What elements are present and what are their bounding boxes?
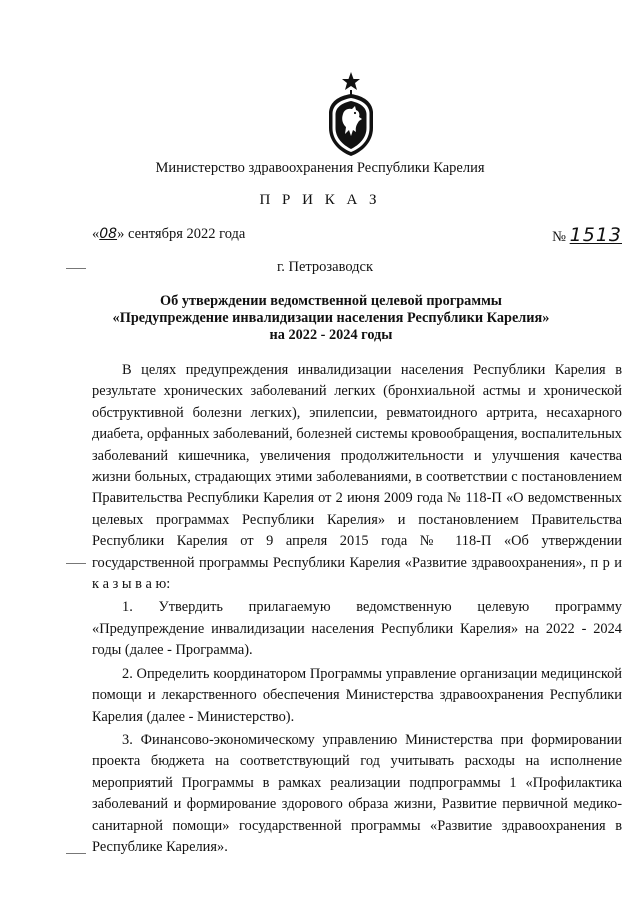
number-handwritten: 1513 — [569, 224, 622, 246]
paragraph-item-2: 2. Определить координатором Программы управление организации медицинской помощи и лекарственного обеспечения Министерства здравоохранения Республики Карелия (далее - Министерство). — [92, 665, 622, 725]
order-heading — [60, 293, 602, 344]
paragraph-item-1: 1. Утвердить прилагаемую ведомственную целевую программу «Предупреждение инвалидизации населения Республики Карелия» на 2022 - 2024 годы (далее - Программа). — [92, 599, 622, 659]
number-label: № — [552, 229, 567, 245]
paragraph-item-3: 3. Финансово-экономическому управлению Министерства при формировании проекта бюджета на соответствующий год учитывать расходы на исполнение мероприятий Программы в рамках реализации подпрограммы 1 «Профилактика заболеваний и формирование здорового образа жизни, Развитие первичной медико-санитарной помощи» государственной программы «Развитие здравоохранения в Республике Карелия». — [92, 731, 622, 855]
order-body — [92, 360, 622, 858]
karelia-coat-of-arms-icon — [326, 72, 376, 156]
date-day-handwritten: 08 — [99, 226, 118, 242]
paragraph-preamble: В целях предупреждения инвалидизации населения Республики Карелия в результате хронических заболеваний легких (бронхиальной астмы и хронической обструктивной болезни легких), эпилепсии, ревматоидного артрита, несахарного диабета, орфанных заболеваний, болезней системы кровообращения, воспалительных заболеваний кишечника, увеличения продолжительности и улучшения качества жизни больных, страдающих этими заболеваниями, в соответствии с постановлением Правительства Республики Карелия от 2 июня 2009 года № 118-П «О ведомственных целевых программах Республики Карелия» и постановлением Правительства Республики Карелия от 9 апреля 2015 года № 118-П «Об утверждении государственной программы Республики Карелия «Развитие здравоохранения», п р и к а з ы в а ю: — [92, 362, 622, 593]
order-date — [92, 226, 245, 243]
heading-line-1: Об утверждении ведомственной целевой программы — [160, 293, 502, 309]
date-month-year: » сентября 2022 года — [117, 226, 246, 242]
heading-line-3: на 2022 - 2024 годы — [269, 327, 393, 343]
date-open-quote: « — [92, 226, 100, 242]
ministry-name: Министерство здравоохранения Республики Карелия — [155, 160, 485, 176]
heading-line-2: «Предупреждение инвалидизации населения Республики Карелия» — [112, 310, 550, 326]
document-type: П Р И К А З — [259, 192, 381, 208]
margin-mark-bottom — [66, 853, 86, 854]
margin-mark-middle — [66, 563, 86, 564]
city: г. Петрозаводск — [276, 259, 374, 275]
order-number — [552, 224, 622, 246]
